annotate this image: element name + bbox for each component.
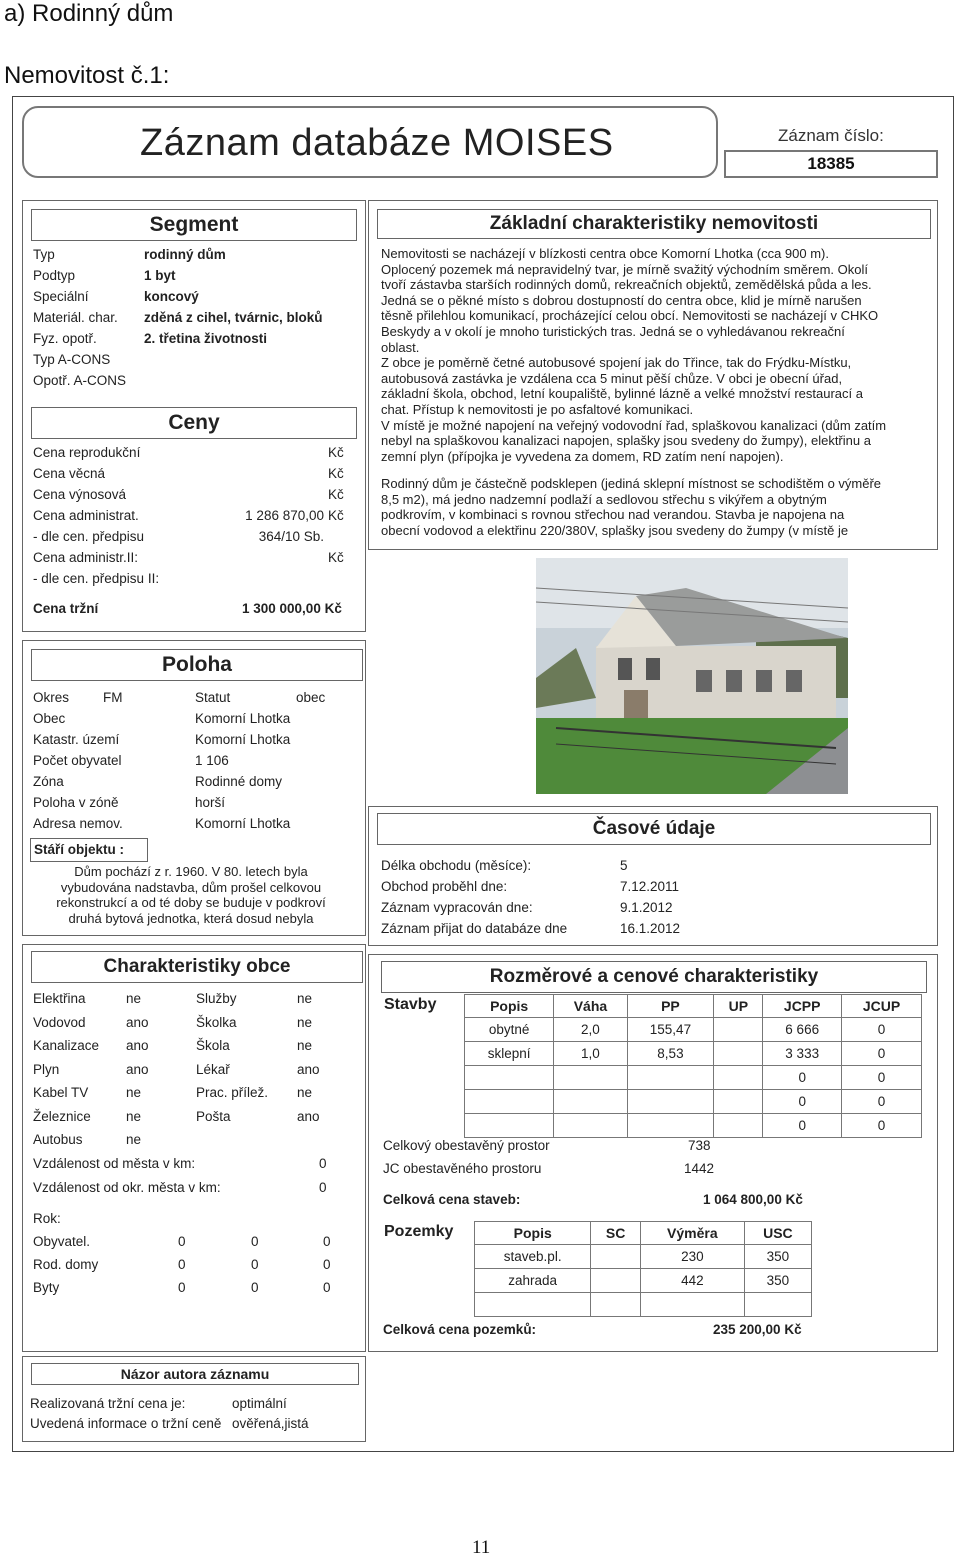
table-cell: 0 (842, 1042, 922, 1066)
municipality-item-label: Prac. přílež. (196, 1085, 269, 1100)
stat-value: 0 (323, 1257, 331, 1272)
column-header: SC (591, 1222, 641, 1245)
table-cell: 350 (744, 1269, 811, 1293)
text-line: těsně přilehlou komunikací, procházející celou obcí. Nemovitosti se nacházejí v CHKO (381, 308, 879, 324)
text-line: Rodinný dům je částečně podsklepen (jediná sklepní místnost se schodištěm o výměře (381, 476, 882, 491)
column-header: JCUP (842, 995, 922, 1018)
building-description-text (381, 476, 881, 538)
municipality-item-label: Autobus (33, 1132, 83, 1147)
segment-row-value: zděná z cihel, tvárnic, bloků (144, 310, 323, 325)
location-title: Poloha (31, 649, 363, 681)
municipality-item-value: ne (126, 991, 142, 1006)
municipality-item-label: Elektřina (33, 991, 86, 1006)
table-cell (744, 1293, 811, 1317)
table-cell: 6 666 (763, 1018, 842, 1042)
land-table (474, 1221, 812, 1317)
table-cell: staveb.pl. (475, 1245, 591, 1269)
location-row-value: 1 106 (195, 753, 229, 768)
basic-characteristics-title: Základní charakteristiky nemovitosti (377, 209, 931, 239)
stat-value: 0 (323, 1234, 331, 1249)
text-line: zemní plyn (přípojka je vyvedena za domem, RD zatím není napojen). (381, 448, 784, 464)
location-row-value: Komorní Lhotka (195, 816, 291, 831)
table-cell: 155,47 (627, 1018, 714, 1042)
table-cell: 0 (763, 1066, 842, 1090)
table-cell (465, 1114, 554, 1138)
text-line: Beskydy a v okolí je mnoho turistických tras. Jedná se o vyhledávanou rekreační (381, 323, 845, 339)
table-cell (475, 1293, 591, 1317)
table-cell (714, 1090, 763, 1114)
pozemky-label: Pozemky (384, 1223, 454, 1240)
text-line: oblast. (381, 339, 420, 355)
table-cell: 230 (640, 1245, 744, 1269)
municipality-item-value: ne (126, 1132, 142, 1147)
statut-label: Statut (195, 690, 231, 705)
table-cell (627, 1114, 714, 1138)
location-row-label: Obec (33, 711, 66, 726)
price-row-label: Cena reprodukční (33, 445, 141, 460)
okres-value: FM (103, 690, 123, 705)
text-line: Jedná se o pěkné místo s dobrou dostupností do centra obce, klid je mírně narušen (381, 292, 862, 308)
distance-city-label: Vzdálenost od města v km: (33, 1156, 196, 1171)
text-line: základní škola, obchod, letní koupaliště, bylinné lázně a velké množství restaurací a (381, 386, 863, 402)
table-row (465, 1018, 922, 1042)
price-row-label: - dle cen. předpisu II: (33, 571, 160, 586)
text-line: podkrovím, v kombinaci s rovnou střechou nad verandou. Stavba je napojena na (381, 507, 845, 523)
table-row (475, 1245, 812, 1269)
text-line: Z obce je poměrně četné autobusové spojení jak do Třince, tak do Frýdku-Místku, (381, 355, 852, 371)
municipality-item-label: Plyn (33, 1061, 60, 1077)
price-row-label: Cena výnosová (33, 487, 127, 502)
segment-row-value: koncový (144, 289, 199, 304)
basic-characteristics-text (381, 246, 886, 464)
table-cell: 8,53 (627, 1042, 714, 1066)
text-line: autobusová zastávka je vzdálena cca 5 minut pěší chůze. V obci je obecní úřad, (381, 370, 843, 386)
land-price-label: Celková cena pozemků: (383, 1322, 537, 1337)
segment-row-label: Typ A-CONS (33, 352, 111, 367)
municipality-item-value: ano (297, 1061, 320, 1077)
table-row (465, 1066, 922, 1090)
property-heading: Nemovitost č.1: (4, 62, 170, 89)
table-row (465, 1114, 922, 1138)
table-cell (627, 1090, 714, 1114)
municipality-item-value: ano (297, 1108, 320, 1124)
municipality-title: Charakteristiky obce (31, 951, 363, 983)
price-row-label: Cena věcná (33, 466, 106, 481)
section-heading: a) Rodinný dům (4, 0, 174, 27)
table-cell: 0 (842, 1114, 922, 1138)
table-cell: 442 (640, 1269, 744, 1293)
price-row-unit: Kč (328, 550, 344, 565)
table-cell: sklepní (465, 1042, 554, 1066)
market-price-label: Cena tržní (33, 601, 99, 616)
table-cell: zahrada (475, 1269, 591, 1293)
opinion-value: ověřená,jistá (232, 1416, 309, 1431)
time-row-value: 7.12.2011 (620, 879, 680, 894)
built-volume-value: 738 (688, 1138, 711, 1153)
segment-row-label: Typ (33, 247, 55, 262)
table-cell (714, 1018, 763, 1042)
time-row-label: Záznam vypracován dne: (381, 900, 533, 915)
table-cell (714, 1066, 763, 1090)
house-photo (536, 558, 848, 794)
buildings-price-label: Celková cena staveb: (383, 1192, 521, 1207)
location-row-value: Komorní Lhotka (195, 732, 291, 747)
segment-row-value: 2. třetina životnosti (144, 331, 268, 346)
time-title: Časové údaje (377, 813, 931, 845)
table-row (475, 1293, 812, 1317)
segment-row-label: Opotř. A-CONS (33, 373, 127, 388)
table-cell (627, 1066, 714, 1090)
opinion-label: Uvedená informace o tržní ceně (30, 1416, 222, 1431)
municipality-item-value: ne (126, 1108, 142, 1124)
stat-label: Obyvatel. (33, 1234, 91, 1249)
time-row-value: 16.1.2012 (620, 921, 681, 936)
record-title-bar (22, 106, 718, 178)
table-cell: 0 (842, 1018, 922, 1042)
text-line: Dům pochází z r. 1960. V 80. letech byla (74, 864, 308, 879)
time-row-label: Délka obchodu (měsíce): (381, 858, 532, 873)
price-row-unit: Kč (328, 508, 344, 523)
segment-row-value: rodinný dům (144, 247, 226, 262)
distance-district-label: Vzdálenost od okr. města v km: (33, 1180, 221, 1195)
buildings-price-value: 1 064 800,00 Kč (703, 1192, 803, 1207)
municipality-item-value: ne (297, 991, 313, 1006)
municipality-item-label: Vodovod (33, 1014, 86, 1030)
dimensions-title: Rozměrové a cenové charakteristiky (381, 961, 927, 993)
table-cell (554, 1090, 627, 1114)
segment-row-label: Speciální (33, 289, 89, 304)
municipality-item-label: Lékař (196, 1061, 230, 1077)
column-header: JCPP (763, 995, 842, 1018)
market-price-value: 1 300 000,00 Kč (242, 601, 342, 616)
stat-label: Byty (33, 1280, 60, 1295)
location-row-label: Zóna (33, 774, 64, 789)
municipality-item-value: ano (126, 1038, 149, 1053)
table-cell: 2,0 (554, 1018, 627, 1042)
table-cell (465, 1066, 554, 1090)
built-volume-label: Celkový obestavěný prostor (383, 1138, 550, 1153)
page-number: 11 (472, 1537, 491, 1558)
price-row-value: 1 286 870,00 (245, 508, 324, 523)
column-header: USC (744, 1222, 811, 1245)
text-line: chat. Přístup k nemovitosti je po asfaltové komunikaci. (381, 401, 694, 417)
time-row-value: 5 (620, 858, 628, 873)
segment-row-value: 1 byt (144, 268, 176, 283)
location-row-label: Počet obyvatel (33, 753, 122, 768)
stat-value: 0 (251, 1280, 259, 1295)
price-row-value: 364/10 Sb. (258, 529, 324, 544)
stavby-label: Stavby (384, 996, 437, 1013)
table-cell: 3 333 (763, 1042, 842, 1066)
stat-value: 0 (178, 1257, 186, 1272)
building-age-label: Stáří objektu : (30, 838, 148, 862)
table-cell (591, 1245, 641, 1269)
table-row (465, 1042, 922, 1066)
location-row-label: Adresa nemov. (33, 816, 123, 831)
column-header: Váha (554, 995, 627, 1018)
municipality-item-label: Kanalizace (33, 1038, 100, 1053)
segment-row-label: Materiál. char. (33, 310, 118, 325)
municipality-item-value: ne (297, 1085, 313, 1100)
stat-value: 0 (178, 1280, 186, 1295)
text-line: Nemovitosti se nacházejí v blízkosti centra obce Komorní Lhotka (cca 900 m). (381, 246, 829, 261)
opinion-label: Realizovaná tržní cena je: (30, 1396, 186, 1411)
year-label: Rok: (33, 1211, 61, 1226)
column-header: Popis (465, 995, 554, 1018)
okres-label: Okres (33, 690, 70, 705)
municipality-item-label: Školka (196, 1014, 237, 1030)
table-cell (714, 1042, 763, 1066)
unit-price-value: 1442 (684, 1161, 715, 1176)
price-row-label: Cena administr.II: (33, 550, 139, 565)
table-cell (591, 1269, 641, 1293)
stat-value: 0 (251, 1257, 259, 1272)
table-cell (465, 1090, 554, 1114)
price-row-label: - dle cen. předpisu (33, 529, 145, 544)
table-row (465, 1090, 922, 1114)
municipality-item-value: ano (126, 1061, 149, 1077)
stat-label: Rod. domy (33, 1257, 99, 1272)
time-row-label: Záznam přijat do databáze dne (381, 921, 568, 936)
unit-price-label: JC obestavěného prostoru (383, 1161, 542, 1176)
table-row (475, 1269, 812, 1293)
text-line: vybudována nadstavba, dům prošel celkovou (60, 879, 322, 895)
municipality-item-value: ano (126, 1014, 149, 1030)
table-cell: 0 (842, 1066, 922, 1090)
table-cell (554, 1066, 627, 1090)
segment-title: Segment (31, 209, 357, 241)
distance-city-value: 0 (319, 1156, 327, 1171)
time-row-value: 9.1.2012 (620, 900, 673, 915)
table-cell: 0 (763, 1114, 842, 1138)
municipality-item-label: Služby (196, 991, 237, 1006)
text-line: V místě je možné napojení na veřejný vodovodní řad, splaškovou kanalizaci (dům zatím (381, 417, 887, 433)
segment-row-label: Fyz. opotř. (33, 331, 97, 346)
author-opinion-title: Názor autora záznamu (31, 1363, 359, 1385)
text-line: 8,5 m2), má jedno nadzemní podlaží a sedlovou střechu s vikýřem a obytným (381, 491, 827, 507)
municipality-item-label: Kabel TV (33, 1085, 89, 1100)
statut-value: obec (296, 690, 326, 705)
location-row-label: Poloha v zóně (33, 795, 119, 810)
text-line: obecní vodovod a elektřinu 220/380V, splašky jsou svedeny do žumpy (v místě je (381, 522, 849, 538)
table-cell: 1,0 (554, 1042, 627, 1066)
building-age-text (36, 864, 346, 926)
buildings-table (464, 994, 922, 1138)
price-row-label: Cena administrat. (33, 508, 139, 523)
land-price-value: 235 200,00 Kč (713, 1322, 802, 1337)
ceny-title: Ceny (31, 407, 357, 439)
location-row-value: Rodinné domy (195, 774, 283, 789)
column-header: PP (627, 995, 714, 1018)
text-line: Oplocený pozemek má nepravidelný tvar, je mírně svažitý východním směrem. Okolí (381, 261, 868, 277)
column-header: Výměra (640, 1222, 744, 1245)
table-cell (591, 1293, 641, 1317)
table-cell: 0 (763, 1090, 842, 1114)
distance-district-value: 0 (319, 1180, 327, 1195)
municipality-item-label: Škola (196, 1038, 230, 1053)
text-line: druhá bytová jednotka, která dosud nebyla (68, 910, 314, 926)
location-row-value: Komorní Lhotka (195, 711, 291, 726)
municipality-item-value: ne (297, 1038, 313, 1053)
price-row-unit: Kč (328, 445, 344, 460)
segment-row-label: Podtyp (33, 268, 76, 283)
table-cell: 0 (842, 1090, 922, 1114)
location-row-label: Katastr. území (33, 732, 120, 747)
opinion-value: optimální (232, 1396, 287, 1411)
column-header: UP (714, 995, 763, 1018)
table-cell (714, 1114, 763, 1138)
text-line: tvoří zástavba starších rodinných domů, rekreačních objektů, zemědělská půda a les. (381, 277, 872, 293)
segment-panel (22, 200, 366, 632)
table-cell (554, 1114, 627, 1138)
text-line: nebyl na splaškovou kanalizaci napojen, splašky jsou svedeny do žumpy), elektřinu a (381, 433, 871, 449)
location-row-value: horší (195, 795, 226, 810)
stat-value: 0 (323, 1280, 331, 1295)
record-number: 18385 (724, 150, 938, 178)
column-header: Popis (475, 1222, 591, 1245)
table-cell: obytné (465, 1018, 554, 1042)
price-row-unit: Kč (328, 487, 344, 502)
text-line: rekonstrukcí a od té doby se buduje v podkroví (56, 895, 326, 911)
stat-value: 0 (251, 1234, 259, 1249)
price-row-unit: Kč (328, 466, 344, 481)
municipality-item-value: ne (126, 1085, 142, 1100)
record-title: Záznam databáze MOISES (140, 122, 614, 164)
record-number-label: Záznam číslo: (778, 126, 884, 145)
table-cell: 350 (744, 1245, 811, 1269)
table-cell (640, 1293, 744, 1317)
municipality-item-label: Železnice (33, 1108, 91, 1124)
time-row-label: Obchod proběhl dne: (381, 879, 508, 894)
municipality-item-value: ne (297, 1014, 313, 1030)
municipality-item-label: Pošta (196, 1108, 231, 1124)
stat-value: 0 (178, 1234, 186, 1249)
